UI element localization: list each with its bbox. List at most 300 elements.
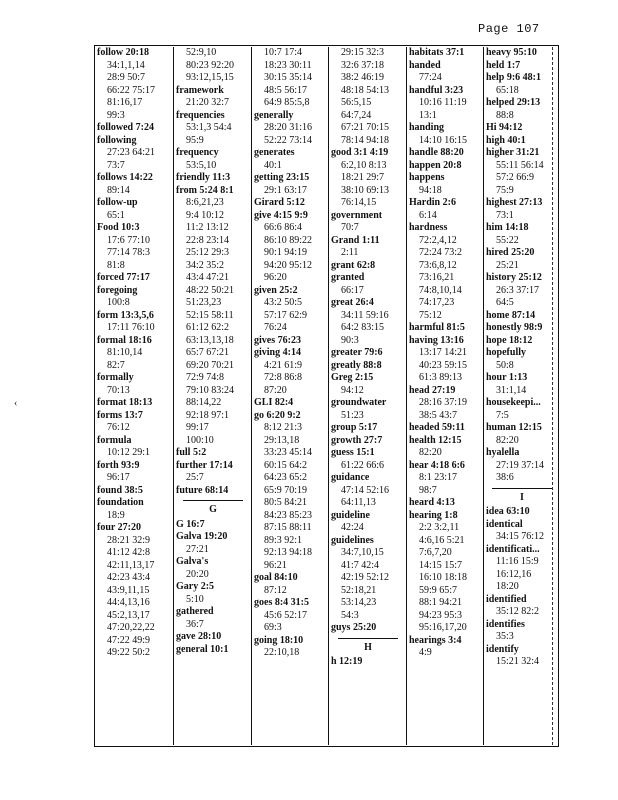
page-reference: 32:6 37:18 xyxy=(341,59,385,71)
page-reference: 53:1,3 54:4 xyxy=(186,122,232,133)
page-reference: 98:7 xyxy=(419,484,437,496)
page-reference: 6:2,10 8:13 xyxy=(341,159,387,171)
page-reference: 48:18 54:13 xyxy=(341,84,390,96)
index-term: foundation xyxy=(97,497,144,508)
index-term: identificati... xyxy=(486,543,540,555)
index-term: frequencies xyxy=(176,109,225,121)
index-term: having 13:16 xyxy=(409,334,464,346)
page-reference: 92:13 94:18 xyxy=(264,547,313,558)
page-reference: 96:17 xyxy=(107,472,130,483)
index-term: government xyxy=(331,209,383,221)
page-reference: 27:21 xyxy=(186,543,209,555)
page-reference: 41:7 42:4 xyxy=(341,559,380,571)
page-reference: 94:12 xyxy=(341,384,364,396)
index-term: follow-up xyxy=(97,197,138,208)
index-term: him 14:18 xyxy=(486,222,529,233)
index-term: Galva 19:20 xyxy=(176,531,228,542)
page-reference: 64:11,13 xyxy=(341,497,376,508)
page-reference: 33:23 45:14 xyxy=(264,447,313,458)
page-reference: 52:15 58:11 xyxy=(186,309,234,321)
index-term: generates xyxy=(254,147,295,158)
page-reference: 73:16,21 xyxy=(419,272,455,283)
index-term: habitats 37:1 xyxy=(409,47,465,58)
page-reference: 73:7 xyxy=(107,159,125,171)
page-reference: 61:3 89:13 xyxy=(419,372,463,383)
page-reference: 65:18 xyxy=(496,84,519,96)
index-term: greater 79:6 xyxy=(331,347,383,358)
page-reference: 14:15 15:7 xyxy=(419,559,463,571)
page-reference: 42:19 52:12 xyxy=(341,572,390,583)
page-reference: 94:20 95:12 xyxy=(264,259,313,271)
page-reference: 80:23 92:20 xyxy=(186,59,235,71)
index-term: happen 20:8 xyxy=(409,159,462,171)
page-reference: 60:15 64:2 xyxy=(264,459,308,471)
page-reference: 81:8 xyxy=(107,259,125,271)
index-term: goes 8:4 31:5 xyxy=(254,597,309,608)
page-reference: 53:5,10 xyxy=(186,159,217,171)
index-term: handing xyxy=(409,122,445,133)
section-letter: I xyxy=(520,491,524,503)
page-reference: 76:24 xyxy=(264,322,287,333)
index-term: Food 10:3 xyxy=(97,222,140,233)
page-reference: 55:22 xyxy=(496,234,519,246)
index-term: housekeepi... xyxy=(486,397,541,408)
page-reference: 99:17 xyxy=(186,422,209,433)
page-reference: 69:20 70:21 xyxy=(186,359,235,371)
index-term: hope 18:12 xyxy=(486,334,533,346)
index-term: go 6:20 9:2 xyxy=(254,409,301,421)
page-reference: 28:20 31:16 xyxy=(264,122,313,133)
page-reference: 88:8 xyxy=(496,109,514,121)
page-reference: 93:12,15,15 xyxy=(186,72,234,83)
page-reference: 17:11 76:10 xyxy=(107,322,155,333)
page-reference: 29:13,18 xyxy=(264,434,300,446)
index-term: guideline xyxy=(331,509,370,521)
page-reference: 16:10 18:18 xyxy=(419,572,468,583)
index-term: Galva's xyxy=(176,556,209,567)
page-reference: 69:3 xyxy=(264,622,282,633)
page-reference: 8:12 21:3 xyxy=(264,422,303,433)
page-reference: 52:9,10 xyxy=(186,47,217,58)
page-reference: 4:9 xyxy=(419,647,432,658)
page-reference: 66:22 75:17 xyxy=(107,84,156,96)
index-term: good 3:1 4:19 xyxy=(331,147,389,158)
page-reference: 78:14 94:18 xyxy=(341,134,390,146)
page-reference: 28:9 50:7 xyxy=(107,72,146,83)
page-reference: 55:11 56:14 xyxy=(496,159,544,171)
page-reference: 11:2 13:12 xyxy=(186,222,229,233)
page-reference: 30:15 35:14 xyxy=(264,72,313,83)
page-reference: 65:9 70:19 xyxy=(264,484,308,496)
page-reference: 36:7 xyxy=(186,618,204,630)
page-number: Page 107 xyxy=(478,22,540,36)
index-term: honestly 98:9 xyxy=(486,322,543,333)
page-reference: 11:16 15:9 xyxy=(496,556,539,567)
page-reference: 15:21 32:4 xyxy=(496,656,540,667)
page-reference: 43:4 47:21 xyxy=(186,272,230,283)
index-term: frequency xyxy=(176,147,219,158)
page-reference: 28:16 37:19 xyxy=(419,397,468,408)
page-reference: 65:1 xyxy=(107,209,125,221)
index-term: headed 59:11 xyxy=(409,422,465,433)
page-reference: 54:3 xyxy=(341,609,359,621)
page-reference: 10:12 29:1 xyxy=(107,447,151,458)
page-reference: 34:1,1,14 xyxy=(107,59,145,71)
page-reference: 51:23 xyxy=(341,409,364,421)
page-reference: 76:12 xyxy=(107,422,130,433)
index-term: h 12:19 xyxy=(331,656,363,667)
page-reference: 2:11 xyxy=(341,247,359,258)
index-term: head 27:19 xyxy=(409,384,456,396)
index-term: hearings 3:4 xyxy=(409,634,462,646)
page-reference: 4:21 61:9 xyxy=(264,359,303,371)
page-reference: 96:21 xyxy=(264,559,287,571)
page-reference: 35:3 xyxy=(496,631,514,642)
page-reference: 27:19 37:14 xyxy=(496,459,545,471)
page-reference: 82:20 xyxy=(419,447,442,458)
index-term: guess 15:1 xyxy=(331,447,375,458)
page-reference: 99:3 xyxy=(107,109,125,121)
page-reference: 47:22 49:9 xyxy=(107,634,151,646)
column-divider xyxy=(328,47,329,745)
page-reference: 47:14 52:16 xyxy=(341,484,390,496)
index-term: formally xyxy=(97,372,134,383)
index-term: future 68:14 xyxy=(176,484,229,496)
page-reference: 38:5 43:7 xyxy=(419,409,458,421)
page-reference: 4:6,16 5:21 xyxy=(419,534,465,546)
index-term: history 25:12 xyxy=(486,272,542,283)
page-reference: 14:10 16:15 xyxy=(419,134,468,146)
index-term: handed xyxy=(409,59,441,71)
page-reference: 64:2 83:15 xyxy=(341,322,385,333)
page-reference: 76:14,15 xyxy=(341,197,377,208)
page-reference: 29:15 32:3 xyxy=(341,47,385,58)
index-term: identified xyxy=(486,593,527,605)
index-term: general 10:1 xyxy=(176,643,229,655)
index-term: foregoing xyxy=(97,284,138,296)
index-term: identical xyxy=(486,518,523,530)
page-reference: 51:23,23 xyxy=(186,297,222,308)
page-reference: 75:12 xyxy=(419,309,442,321)
page-reference: 16:12,16 xyxy=(496,568,532,580)
index-term: granted xyxy=(331,272,365,283)
page-reference: 38:6 xyxy=(496,472,514,483)
index-term: formal 18:16 xyxy=(97,334,152,346)
page-reference: 87:12 xyxy=(264,584,287,596)
page-reference: 34:7,10,15 xyxy=(341,547,384,558)
index-term: identify xyxy=(486,643,519,655)
page-reference: 87:20 xyxy=(264,384,287,396)
index-term: groundwater xyxy=(331,397,387,408)
index-term: held 1:7 xyxy=(486,59,521,71)
index-term: gives 76:23 xyxy=(254,334,301,346)
page-reference: 47:20,22,22 xyxy=(107,622,155,633)
page-reference: 57:17 62:9 xyxy=(264,309,308,321)
page-reference: 17:6 77:10 xyxy=(107,234,151,246)
index-term: four 27:20 xyxy=(97,522,141,533)
index-term: forms 13:7 xyxy=(97,409,143,421)
page-reference: 25:12 29:3 xyxy=(186,247,230,258)
page-reference: 100:8 xyxy=(107,297,130,308)
index-term: help 9:6 48:1 xyxy=(486,72,541,83)
index-term: full 5:2 xyxy=(176,447,207,458)
page-reference: 34:15 76:12 xyxy=(496,531,545,542)
page-reference: 95:9 xyxy=(186,134,204,146)
index-term: handle 88:20 xyxy=(409,147,464,158)
page-reference: 18:23 30:11 xyxy=(264,59,312,71)
page-reference: 22:8 23:14 xyxy=(186,234,230,246)
index-term: hopefully xyxy=(486,347,527,358)
index-term: Hi 94:12 xyxy=(486,122,523,133)
page-reference: 95:16,17,20 xyxy=(419,622,467,633)
index-term: giving 4:14 xyxy=(254,347,301,358)
page-reference: 38:10 69:13 xyxy=(341,184,390,196)
page-reference: 73:6,8,12 xyxy=(419,259,457,271)
index-term: idea 63:10 xyxy=(486,506,530,517)
page-reference: 13:1 xyxy=(419,109,437,121)
page-reference: 48:5 56:17 xyxy=(264,84,308,96)
index-term: health 12:15 xyxy=(409,434,462,446)
page-reference: 82:20 xyxy=(496,434,519,446)
index-term: Gary 2:5 xyxy=(176,581,215,592)
index-column-3 xyxy=(254,47,327,745)
index-term: hearing 1:8 xyxy=(409,509,458,521)
index-term: Greg 2:15 xyxy=(331,372,374,383)
page-reference: 86:10 89:22 xyxy=(264,234,313,246)
page-reference: 72:2,4,12 xyxy=(419,234,457,246)
index-term: heard 4:13 xyxy=(409,497,455,508)
index-term: G 16:7 xyxy=(176,518,205,530)
index-term: hyalella xyxy=(486,447,520,458)
page-reference: 31:1,14 xyxy=(496,384,527,396)
page-reference: 45:2,13,17 xyxy=(107,609,150,621)
page-reference: 87:15 88:11 xyxy=(264,522,312,533)
index-term: follows 14:22 xyxy=(97,172,153,183)
page-reference: 40:23 59:15 xyxy=(419,359,468,371)
index-column-6 xyxy=(486,47,558,745)
page-reference: 52:22 73:14 xyxy=(264,134,313,146)
page-reference: 90:1 94:19 xyxy=(264,247,308,258)
page-reference: 64:5 xyxy=(496,297,514,308)
page-reference: 94:23 95:3 xyxy=(419,609,463,621)
index-term: grant 62:8 xyxy=(331,259,376,271)
index-term: format 18:13 xyxy=(97,397,153,408)
page-reference: 88:1 94:21 xyxy=(419,597,463,608)
page-reference: 43:9,11,15 xyxy=(107,584,150,596)
index-term: from 5:24 8:1 xyxy=(176,184,234,196)
index-column-1 xyxy=(97,47,172,745)
index-term: given 25:2 xyxy=(254,284,298,296)
index-term: handful 3:23 xyxy=(409,84,464,96)
index-term: follow 20:18 xyxy=(97,47,149,58)
page-reference: 8:1 23:17 xyxy=(419,472,458,483)
index-term: GLI 82:4 xyxy=(254,397,294,408)
column-divider xyxy=(406,47,407,745)
page-reference: 81:10,14 xyxy=(107,347,143,358)
index-term: happens xyxy=(409,172,445,183)
page-reference: 2:2 3:2,11 xyxy=(419,522,460,533)
page-reference: 49:22 50:2 xyxy=(107,647,151,658)
page-reference: 28:21 32:9 xyxy=(107,534,151,546)
index-term: gathered xyxy=(176,606,214,617)
index-term: give 4:15 9:9 xyxy=(254,209,308,221)
page-reference: 13:17 14:21 xyxy=(419,347,468,358)
page-reference: 80:5 84:21 xyxy=(264,497,308,508)
index-term: heavy 95:10 xyxy=(486,47,537,58)
page-reference: 50:8 xyxy=(496,359,514,371)
page-reference: 74:17,23 xyxy=(419,297,455,308)
index-term: framework xyxy=(176,84,224,96)
page-reference: 45:6 52:17 xyxy=(264,609,308,621)
page-reference: 8:6,21,23 xyxy=(186,197,224,208)
section-rule xyxy=(338,638,398,639)
page-reference: 88:14,22 xyxy=(186,397,222,408)
index-term: Girard 5:12 xyxy=(254,197,305,208)
index-term: hear 4:18 6:6 xyxy=(409,459,465,471)
page-reference: 90:3 xyxy=(341,334,359,346)
index-term: home 87:14 xyxy=(486,309,536,321)
page-reference: 35:12 82:2 xyxy=(496,606,540,617)
page-reference: 22:10,18 xyxy=(264,647,300,658)
page-reference: 18:20 xyxy=(496,581,519,592)
page-reference: 20:20 xyxy=(186,568,209,580)
index-term: hardness xyxy=(409,222,448,233)
index-term: guidance xyxy=(331,472,370,483)
page-reference: 81:16,17 xyxy=(107,97,143,108)
index-column-5 xyxy=(409,47,482,745)
index-term: guys 25:20 xyxy=(331,622,377,633)
page-reference: 79:10 83:24 xyxy=(186,384,235,396)
page-reference: 100:10 xyxy=(186,434,214,446)
page-reference: 52:18,21 xyxy=(341,584,377,596)
page-reference: 96:20 xyxy=(264,272,287,283)
page-reference: 53:14,23 xyxy=(341,597,377,608)
page-reference: 44:4,13,16 xyxy=(107,597,150,608)
page-reference: 21:20 32:7 xyxy=(186,97,230,108)
index-term: forced 77:17 xyxy=(97,272,150,283)
page-reference: 75:9 xyxy=(496,184,514,196)
page-reference: 34:11 59:16 xyxy=(341,309,389,321)
index-term: formula xyxy=(97,434,132,446)
page-reference: 77:24 xyxy=(419,72,442,83)
index-term: highest 27:13 xyxy=(486,197,543,208)
column-divider xyxy=(483,47,484,745)
page-reference: 70:7 xyxy=(341,222,359,233)
index-term: Hardin 2:6 xyxy=(409,197,456,208)
page-reference: 89:14 xyxy=(107,184,130,196)
section-rule xyxy=(492,488,552,489)
index-term: Grand 1:11 xyxy=(331,234,380,246)
page-reference: 26:3 37:17 xyxy=(496,284,540,296)
page-reference: 72:9 74:8 xyxy=(186,372,225,383)
index-term: higher 31:21 xyxy=(486,147,540,158)
page-reference: 42:23 43:4 xyxy=(107,572,151,583)
index-column-4 xyxy=(331,47,405,745)
page-reference: 70:13 xyxy=(107,384,130,396)
page-reference: 18:9 xyxy=(107,509,125,521)
index-term: forth 93:9 xyxy=(97,459,140,471)
index-term: guidelines xyxy=(331,534,374,546)
page-reference: 5:10 xyxy=(186,593,204,605)
page-reference: 40:1 xyxy=(264,159,282,171)
index-term: greatly 88:8 xyxy=(331,359,382,371)
page-reference: 57:2 66:9 xyxy=(496,172,535,183)
page-reference: 27:23 64:21 xyxy=(107,147,156,158)
index-term: helped 29:13 xyxy=(486,97,541,108)
column-divider xyxy=(251,47,252,745)
page-reference: 38:2 46:19 xyxy=(341,72,385,83)
index-term: followed 7:24 xyxy=(97,122,154,133)
index-column-2 xyxy=(176,47,250,745)
page-reference: 42:11,13,17 xyxy=(107,559,155,571)
page-reference: 10:16 11:19 xyxy=(419,97,467,108)
page-reference: 25:21 xyxy=(496,259,519,271)
index-term: great 26:4 xyxy=(331,297,374,308)
page-reference: 72:24 73:2 xyxy=(419,247,463,258)
index-term: high 40:1 xyxy=(486,134,526,146)
index-term: goal 84:10 xyxy=(254,572,298,583)
page-reference: 89:3 92:1 xyxy=(264,534,303,546)
index-term: friendly 11:3 xyxy=(176,172,231,183)
page-reference: 64:23 65:2 xyxy=(264,472,308,483)
page-reference: 43:2 50:5 xyxy=(264,297,303,308)
index-term: further 17:14 xyxy=(176,459,233,471)
page-reference: 18:21 29:7 xyxy=(341,172,385,183)
index-term: harmful 81:5 xyxy=(409,322,465,333)
page-reference: 77:14 78:3 xyxy=(107,247,151,258)
page-reference: 7:6,7,20 xyxy=(419,547,452,558)
page-reference: 42:24 xyxy=(341,522,364,533)
section-letter: H xyxy=(364,641,372,653)
page-reference: 59:9 65:7 xyxy=(419,584,458,596)
page-reference: 7:5 xyxy=(496,409,509,421)
section-rule xyxy=(183,500,243,501)
page-reference: 56:5,15 xyxy=(341,97,372,108)
page-reference: 34:2 35:2 xyxy=(186,259,225,271)
page-reference: 25:7 xyxy=(186,472,204,483)
index-term: group 5:17 xyxy=(331,422,378,433)
page-reference: 94:18 xyxy=(419,184,442,196)
index-term: growth 27:7 xyxy=(331,434,383,446)
page-reference: 61:12 62:2 xyxy=(186,322,230,333)
page-reference: 9:4 10:12 xyxy=(186,209,225,221)
page-reference: 73:1 xyxy=(496,209,514,221)
page-reference: 84:23 85:23 xyxy=(264,509,313,521)
page-reference: 6:14 xyxy=(419,209,437,221)
page-reference: 64:9 85:5,8 xyxy=(264,97,310,108)
index-term: hour 1:13 xyxy=(486,372,528,383)
page-reference: 82:7 xyxy=(107,359,125,371)
page-reference: 92:18 97:1 xyxy=(186,409,230,421)
index-term: human 12:15 xyxy=(486,422,542,433)
page-reference: 48:22 50:21 xyxy=(186,284,235,296)
index-term: following xyxy=(97,134,137,146)
index-term: gave 28:10 xyxy=(176,631,222,642)
page-reference: 64:7,24 xyxy=(341,109,372,121)
index-term: getting 23:15 xyxy=(254,172,310,183)
page-reference: 66:6 86:4 xyxy=(264,222,303,233)
page-reference: 74:8,10,14 xyxy=(419,284,462,296)
page-reference: 41:12 42:8 xyxy=(107,547,151,558)
index-term: hired 25:20 xyxy=(486,247,535,258)
page-reference: 10:7 17:4 xyxy=(264,47,303,58)
section-letter: G xyxy=(209,504,217,515)
page-reference: 61:22 66:6 xyxy=(341,459,385,471)
page-reference: 65:7 67:21 xyxy=(186,347,230,358)
page-reference: 63:13,13,18 xyxy=(186,334,234,346)
page-reference: 29:1 63:17 xyxy=(264,184,308,196)
index-term: going 18:10 xyxy=(254,634,304,646)
